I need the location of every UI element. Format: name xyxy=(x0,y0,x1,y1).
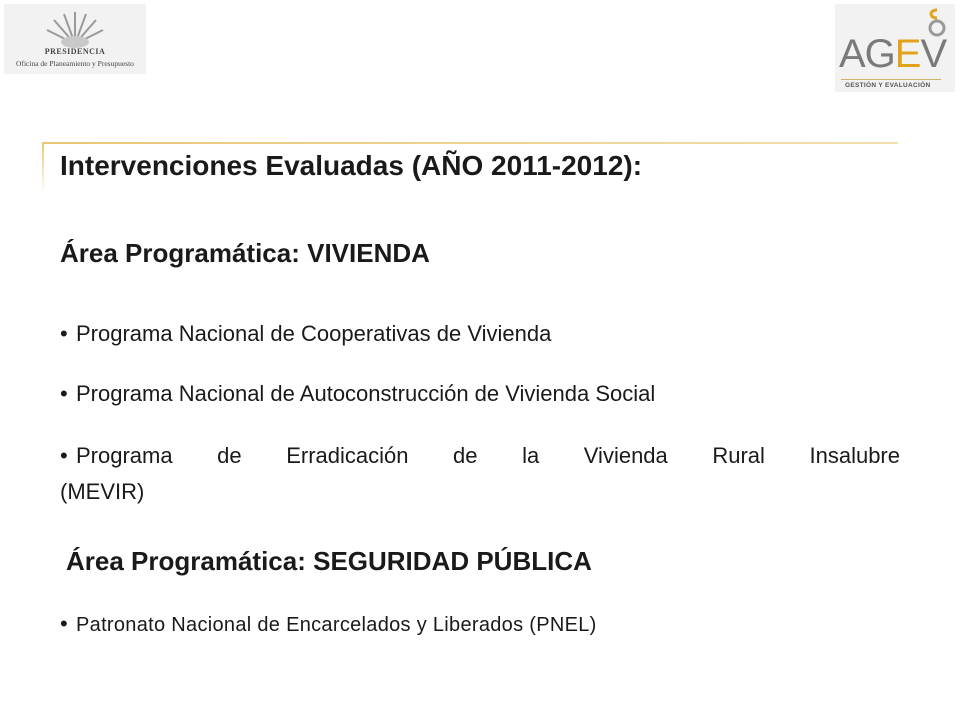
bullet-icon: • xyxy=(60,381,68,406)
list-item: • Programa de Erradicación de la Vivienda Rural Insalubre (MEVIR) xyxy=(60,438,900,510)
list-item: • Programa Nacional de Cooperativas de Vivienda xyxy=(60,316,900,352)
bullet-icon: • xyxy=(60,321,68,346)
slide-title: Intervenciones Evaluadas (AÑO 2011-2012): xyxy=(60,150,643,181)
area-heading-seguridad: Área Programática: SEGURIDAD PÚBLICA xyxy=(66,546,592,576)
presidencia-text: PRESIDENCIA xyxy=(44,47,106,56)
title-accent-top xyxy=(42,142,898,144)
logo-divider xyxy=(841,79,941,80)
bullet-icon: • xyxy=(60,443,68,468)
list-item: • Patronato Nacional de Encarcelados y Liberados (PNEL) xyxy=(60,606,900,643)
sun-emblem-icon xyxy=(44,8,106,48)
area-heading-vivienda: Área Programática: VIVIENDA xyxy=(60,238,430,268)
agev-logo xyxy=(835,4,955,92)
office-text: Oficina de Planeamiento y Presupuesto xyxy=(16,59,134,68)
list-item: • Programa Nacional de Autoconstrucción de Vivienda Social xyxy=(60,376,900,412)
presidencia-logo xyxy=(4,4,146,74)
title-accent-left xyxy=(42,142,44,194)
agev-wordmark: AGEV xyxy=(839,32,947,76)
agev-subtitle: GESTIÓN Y EVALUACIÓN xyxy=(845,82,931,89)
bullet-icon: • xyxy=(60,611,69,636)
